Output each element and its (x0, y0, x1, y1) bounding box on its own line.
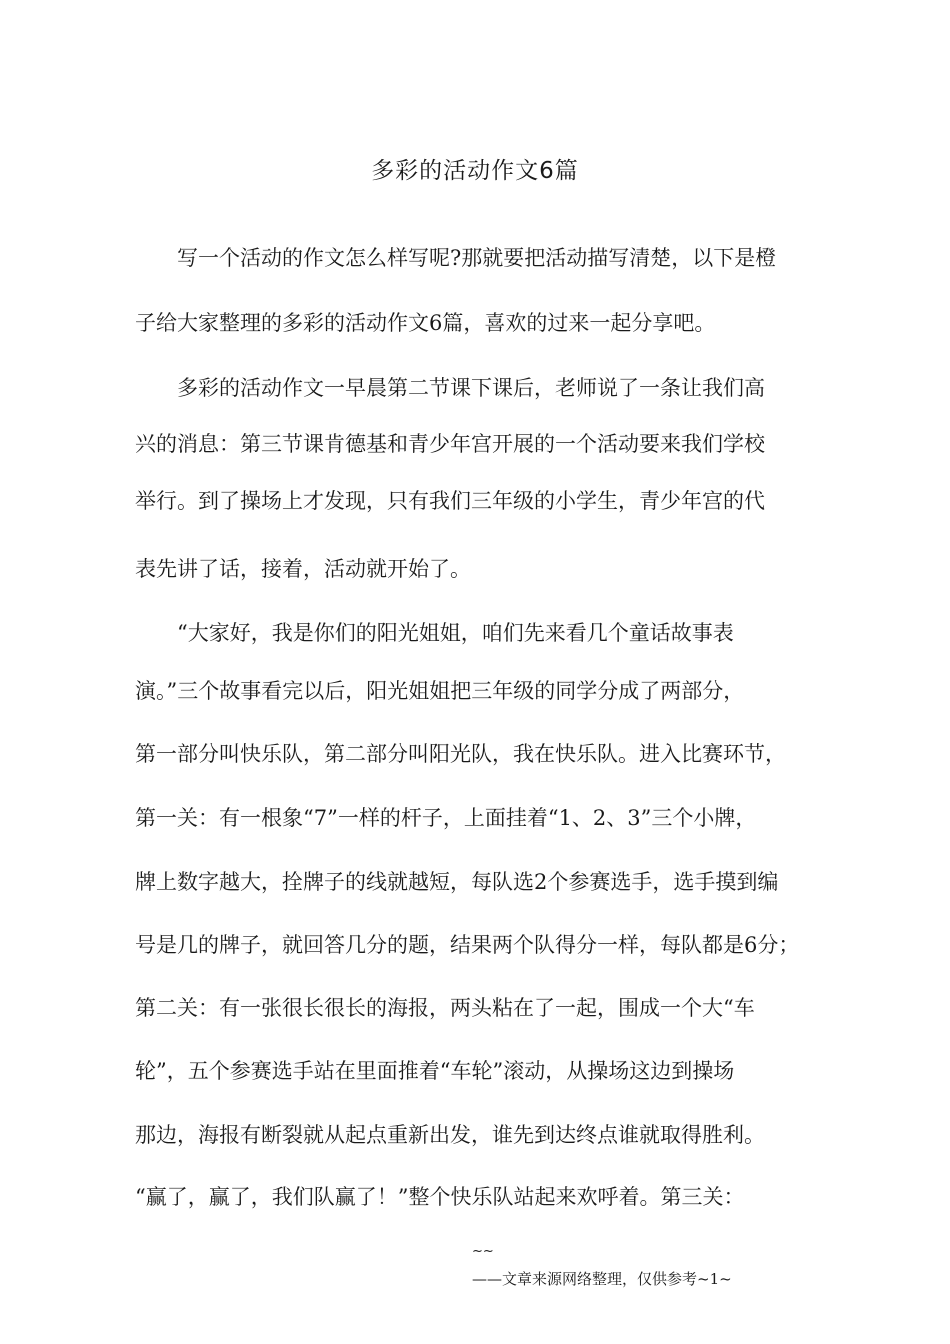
document-title: 多彩的活动作文6篇 (371, 158, 579, 184)
paragraph-line: 轮”，五个参赛选手站在里面推着“车轮”滚动，从操场这边到操场 (135, 1059, 735, 1083)
paragraph-line: “大家好，我是你们的阳光姐姐，咱们先来看几个童话故事表 (135, 621, 734, 645)
paragraph-line: 牌上数字越大，拴牌子的线就越短，每队选2个参赛选手，选手摸到编 (135, 870, 779, 894)
footer-source-note: ——文章来源网络整理，仅供参考~1~ (472, 1270, 732, 1288)
paragraph-line: 演。”三个故事看完以后，阳光姐姐把三年级的同学分成了两部分， (135, 679, 745, 703)
paragraph-line: 子给大家整理的多彩的活动作文6篇，喜欢的过来一起分享吧。 (135, 311, 716, 335)
paragraph-line: 多彩的活动作文一早晨第二节课下课后，老师说了一条让我们高 (135, 376, 765, 400)
paragraph-line: 举行。到了操场上才发现，只有我们三年级的小学生，青少年宫的代 (135, 489, 765, 513)
paragraph-line: 那边，海报有断裂就从起点重新出发，谁先到达终点谁就取得胜利。 (135, 1123, 765, 1147)
paragraph-line: “赢了，赢了，我们队赢了！”整个快乐队站起来欢呼着。第三关： (135, 1185, 745, 1209)
footer-mark: ~~ (472, 1244, 494, 1259)
paragraph-line: 表先讲了话，接着，活动就开始了。 (135, 557, 471, 581)
paragraph-line: 第一关：有一根象“7”一样的杆子，上面挂着“1、2、3”三个小牌， (135, 806, 757, 830)
paragraph-line: 号是几的牌子，就回答几分的题，结果两个队得分一样，每队都是6分； (135, 933, 800, 957)
paragraph-line: 第二关：有一张很长很长的海报，两头粘在了一起，围成一个大“车 (135, 996, 755, 1020)
paragraph-line: 写一个活动的作文怎么样写呢?那就要把活动描写清楚，以下是橙 (135, 246, 777, 270)
paragraph-line: 兴的消息：第三节课肯德基和青少年宫开展的一个活动要来我们学校 (135, 432, 765, 456)
paragraph-line: 第一部分叫快乐队，第二部分叫阳光队，我在快乐队。进入比赛环节， (135, 742, 786, 766)
